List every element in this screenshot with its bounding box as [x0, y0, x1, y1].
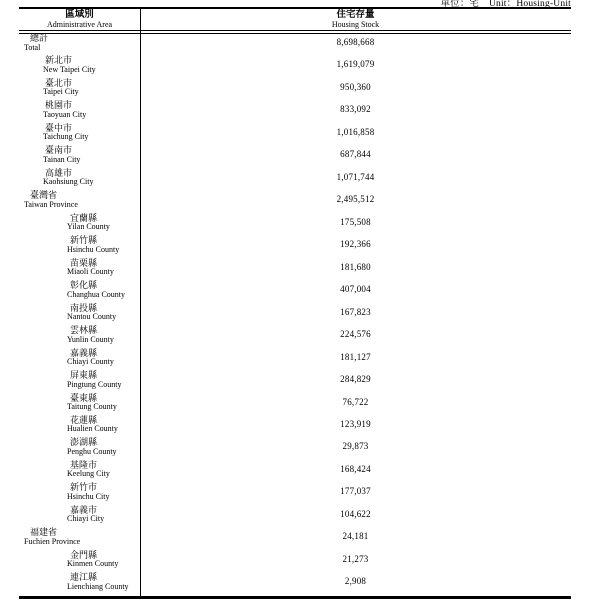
area-name-en: Keelung City	[67, 469, 110, 479]
table-row	[19, 394, 571, 416]
area-name-en: Yilan County	[67, 222, 110, 232]
header-area-en: Administrative Area	[46, 20, 113, 29]
area-name-zh: 嘉義市	[70, 504, 98, 515]
area-name-en: Hualien County	[67, 424, 118, 434]
area-name-en: Taoyuan City	[43, 109, 87, 119]
area-name-en: Lienchiang County	[67, 581, 129, 591]
housing-stock-value: 123,919	[340, 418, 371, 429]
area-name-zh: 苗栗縣	[70, 257, 98, 268]
header-stock-zh: 住宅存量	[336, 10, 375, 20]
housing-stock-value: 181,127	[340, 351, 371, 362]
housing-stock-value: 1,016,858	[336, 126, 375, 137]
table-row	[19, 146, 571, 168]
table-row	[19, 528, 571, 550]
housing-stock-value: 29,873	[342, 441, 369, 452]
area-name-zh: 基隆市	[70, 459, 98, 470]
area-name-zh: 新竹市	[70, 482, 98, 493]
table-row	[19, 214, 571, 236]
table-header	[19, 9, 571, 29]
housing-stock-value: 181,680	[340, 261, 371, 272]
area-name-zh: 澎湖縣	[70, 437, 98, 448]
area-name-zh: 臺中市	[45, 122, 73, 133]
area-name-zh: 嘉義縣	[70, 347, 98, 358]
table-body	[19, 34, 571, 596]
housing-stock-value: 2,908	[344, 576, 367, 587]
table-row	[19, 551, 571, 573]
housing-stock-value: 407,004	[340, 284, 371, 295]
table-row	[19, 461, 571, 483]
area-name-zh: 臺北市	[45, 77, 73, 88]
table-row	[19, 56, 571, 78]
area-name-zh: 臺南市	[45, 145, 73, 156]
area-name-en: Kinmen County	[67, 559, 119, 569]
area-name-zh: 新北市	[45, 55, 73, 66]
table-row	[19, 304, 571, 326]
table-row	[19, 416, 571, 438]
area-name-en: Yunlin County	[67, 334, 114, 344]
table-row	[19, 34, 571, 56]
table-row	[19, 101, 571, 123]
unit-label: 單位：宅 Unit：Housing-Unit	[440, 0, 571, 9]
table-row	[19, 326, 571, 348]
area-name-zh: 臺東縣	[70, 392, 98, 403]
table-row	[19, 281, 571, 303]
housing-stock-value: 1,071,744	[336, 171, 375, 182]
area-name-en: Taitung County	[67, 402, 117, 411]
area-name-en: Taichung City	[43, 132, 89, 142]
area-name-zh: 雲林縣	[70, 325, 98, 336]
table-row	[19, 191, 571, 213]
table-row	[19, 124, 571, 146]
header-area-zh: 區域別	[65, 10, 94, 20]
area-name-zh: 桃園市	[45, 100, 73, 111]
table-row	[19, 349, 571, 371]
table-row	[19, 259, 571, 281]
area-name-en: Hsinchu County	[67, 244, 120, 254]
area-name-zh: 花蓮縣	[70, 414, 98, 425]
table-row	[19, 236, 571, 258]
header-area-column	[19, 10, 140, 29]
area-name-zh: 福建省	[30, 527, 58, 538]
area-name-zh: 彰化縣	[70, 280, 98, 291]
table-row	[19, 371, 571, 393]
table-row	[19, 483, 571, 505]
table-row	[19, 79, 571, 101]
housing-stock-value: 950,360	[340, 81, 371, 92]
housing-stock-value: 192,366	[340, 239, 371, 250]
area-name-en: Changhua County	[67, 289, 125, 299]
housing-stock-value: 224,576	[340, 329, 371, 340]
housing-stock-value: 2,495,512	[336, 194, 375, 205]
housing-stock-value: 833,092	[340, 104, 371, 115]
area-name-en: Tainan City	[43, 154, 81, 164]
housing-stock-table	[19, 7, 571, 599]
table-row	[19, 573, 571, 595]
area-name-zh: 總計	[30, 33, 49, 43]
housing-stock-value: 175,508	[340, 216, 371, 227]
area-name-en: Taiwan Province	[24, 199, 78, 209]
header-stock-en: Housing Stock	[331, 20, 380, 29]
area-name-en: Chiayi County	[67, 357, 114, 367]
area-name-en: Penghu County	[67, 446, 117, 456]
housing-stock-value: 177,037	[340, 486, 371, 497]
area-name-en: Chiayi City	[67, 514, 105, 524]
housing-stock-value: 21,273	[342, 553, 369, 564]
housing-stock-value: 8,698,668	[336, 37, 375, 47]
table-row	[19, 506, 571, 528]
area-name-en: Miaoli County	[67, 267, 114, 277]
area-name-en: Hsinchu City	[67, 491, 110, 501]
housing-stock-value: 76,722	[342, 396, 369, 407]
area-name-en: New Taipei City	[43, 64, 96, 74]
area-name-zh: 連江縣	[70, 572, 98, 583]
area-name-zh: 南投縣	[70, 302, 98, 313]
area-name-zh: 金門縣	[70, 549, 98, 560]
area-name-zh: 宜蘭縣	[70, 212, 98, 223]
area-name-zh: 新竹縣	[70, 235, 98, 246]
area-name-en: Pingtung County	[67, 379, 122, 389]
housing-stock-value: 168,424	[340, 463, 371, 474]
housing-stock-value: 1,619,079	[336, 59, 375, 70]
table-row	[19, 169, 571, 191]
header-stock-column	[140, 10, 571, 29]
housing-stock-value: 687,844	[340, 149, 371, 160]
housing-stock-value: 167,823	[340, 306, 371, 317]
area-name-en: Taipei City	[43, 87, 79, 97]
area-name-zh: 屏東縣	[70, 370, 98, 381]
housing-stock-value: 284,829	[340, 374, 371, 385]
area-name-en: Fuchien Province	[24, 536, 81, 546]
area-name-zh: 高雄市	[45, 167, 73, 178]
area-name-en: Nantou County	[67, 312, 117, 322]
area-name-zh: 臺灣省	[30, 190, 58, 201]
area-name-en: Kaohsiung City	[43, 177, 94, 187]
housing-stock-value: 104,622	[340, 508, 371, 519]
table-row	[19, 438, 571, 460]
housing-stock-value: 24,181	[342, 531, 369, 542]
area-name-en: Total	[24, 42, 41, 52]
